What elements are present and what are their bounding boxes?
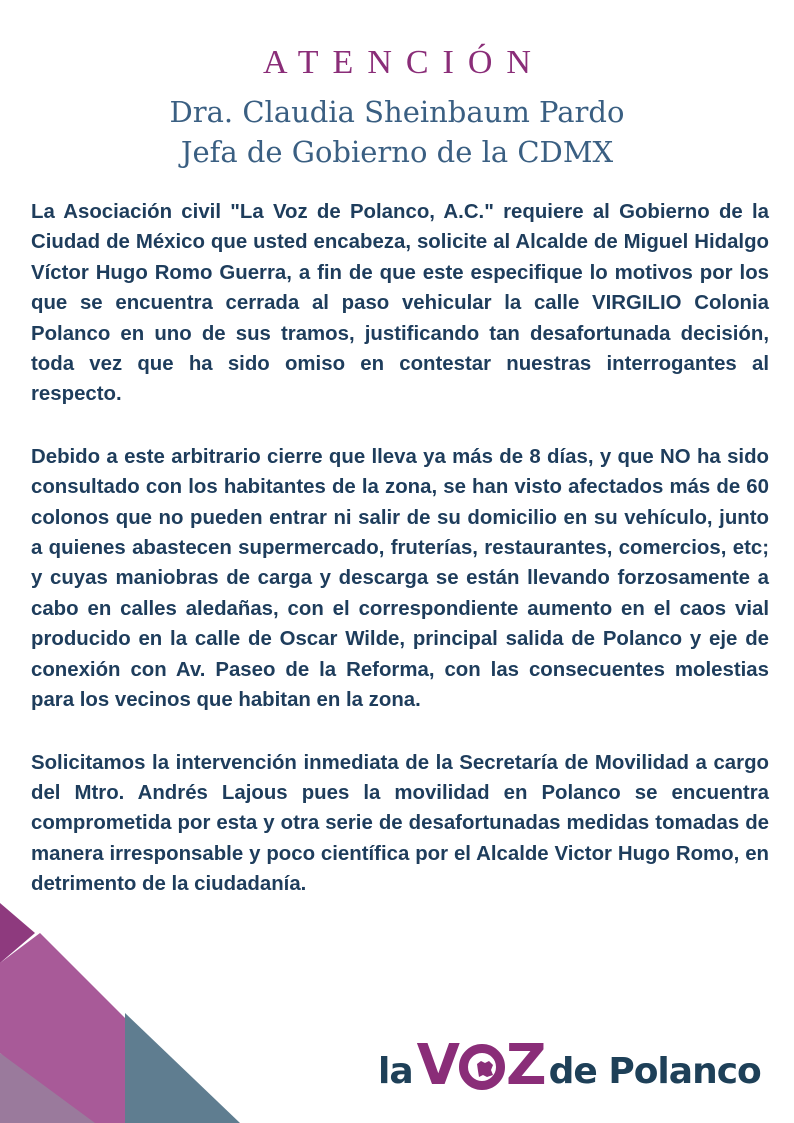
attention-heading: ATENCIÓN xyxy=(263,44,545,81)
logo-text-voz xyxy=(416,1033,545,1098)
logo-letter-v: V xyxy=(416,1033,458,1098)
corner-decoration xyxy=(0,903,260,1123)
addressee-name: Dra. Claudia Sheinbaum Pardo xyxy=(169,95,625,129)
paragraph-impact: Debido a este arbitrario cierre que lleva ya más de 8 días, y que NO ha sido consultado con los habitantes de la zona, se han visto afectados más de 60 colonos que no pueden entrar ni salir de su domicilio en su vehículo, junto a quienes abastecen supermercado, fruterías, restaurantes, comercios, etc; y cuyas maniobras de carga y descarga se están llevando forzosamente a cabo en calles aledañas, con el correspondiente aumento en el caos vial producido en la calle de Oscar Wilde, principal salida de Polanco y eje de conexión con Av. Paseo de la Reforma, con las consecuentes molestias para los vecinos que habitan en la zona. xyxy=(31,445,769,712)
letter-body xyxy=(31,197,769,932)
paragraph-request: La Asociación civil "La Voz de Polanco, A.C." requiere al Gobierno de la Ciudad de México que usted encabeza, solicite al Alcalde de Miguel Hidalgo Víctor Hugo Romo Guerra, a fin de que este especifique lo motivos por los que se encuentra cerrada al paso vehicular la calle VIRGILIO Colonia Polanco en uno de sus tramos, justificando tan desafortunada decisión, toda vez que ha sido omiso en contestar nuestras interrogantes al respecto. xyxy=(31,201,769,406)
decor-shape-slate xyxy=(125,1013,240,1123)
addressee-title: Jefa de Gobierno de la CDMX xyxy=(180,135,614,169)
logo-text-de-polanco: de Polanco xyxy=(548,1051,761,1092)
mexico-map-o-icon xyxy=(459,1044,505,1090)
logo-text-la: la xyxy=(378,1051,413,1092)
paragraph-intervention: Solicitamos la intervención inmediata de la Secretaría de Movilidad a cargo del Mtro. Andrés Lajous pues la movilidad en Polanco se encuentra comprometida por esta y otra serie de desafortunadas medidas tomadas de manera irresponsable y poco científica por el Alcalde Victor Hugo Romo, en detrimento de la ciudadanía. xyxy=(31,751,769,896)
logo-letter-z: Z xyxy=(505,1033,545,1098)
la-voz-de-polanco-logo xyxy=(378,1033,761,1098)
